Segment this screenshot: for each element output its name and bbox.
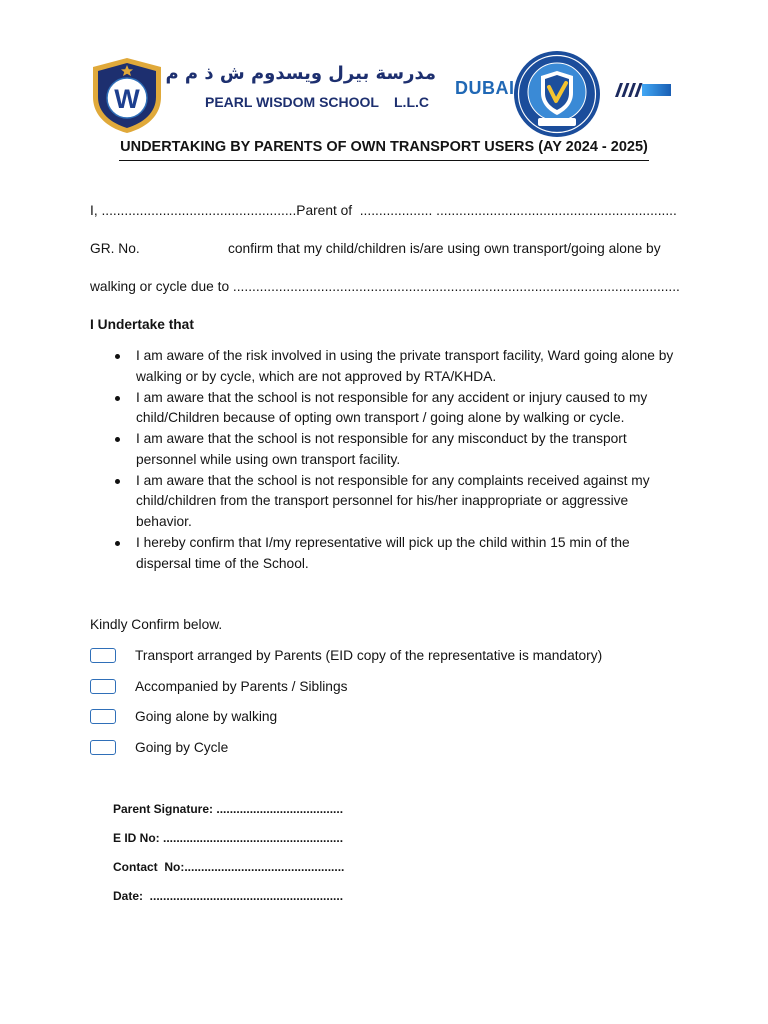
undertaking-text-line: personnel while using own transport facility. xyxy=(136,451,401,467)
undertaking-item xyxy=(0,388,768,430)
shield-logo-letter: W xyxy=(114,84,140,114)
field-label: Contact No: xyxy=(113,859,185,874)
school-name-english xyxy=(205,93,429,111)
option-label: Going alone by walking xyxy=(135,709,278,725)
declaration-line-reason: walking or cycle due to ..................................................................................................................... xyxy=(90,279,680,294)
gr-number-label: GR. No. xyxy=(90,241,140,256)
undertaking-item xyxy=(0,471,768,533)
bullet-icon xyxy=(115,479,120,484)
bullet-icon xyxy=(115,437,120,442)
accompanied-by-parents-checkbox[interactable] xyxy=(90,679,116,694)
title-wrap xyxy=(0,138,768,161)
option-transport-by-parents xyxy=(0,641,768,672)
option-accompanied-by-parents xyxy=(0,671,768,702)
confirm-prompt: Kindly Confirm below. xyxy=(90,617,223,632)
undertaking-text-line: I hereby confirm that I/my representative will pick up the child within 15 min of the xyxy=(136,534,630,550)
crest-ribbon xyxy=(538,118,576,126)
stripe-slash xyxy=(628,83,636,97)
undertaking-text-line: dispersal time of the School. xyxy=(136,555,309,571)
signature-fields xyxy=(113,795,344,911)
transport-options xyxy=(0,641,768,764)
declaration-line-parent: I, ...................................................Parent of ................... ............................................................... xyxy=(90,203,677,218)
option-label: Accompanied by Parents / Siblings xyxy=(135,678,348,694)
field-blank: ...................................................... xyxy=(159,830,344,845)
field-blank: ...................................... xyxy=(213,801,344,816)
bullet-icon xyxy=(115,354,120,359)
school-name: PEARL WISDOM SCHOOL xyxy=(205,94,379,110)
bullet-icon xyxy=(115,541,120,546)
going-by-cycle-checkbox[interactable] xyxy=(90,740,116,755)
field-parent-signature xyxy=(113,795,344,824)
undertaking-text-line: child/children from the transport personnel for his/her inappropriate or aggressive xyxy=(136,493,629,509)
undertaking-text-line: walking or by cycle, which are not approved by RTA/KHDA. xyxy=(136,368,497,384)
stripe-bar xyxy=(642,84,671,96)
school-shield-logo xyxy=(90,56,164,134)
field-label: Date: xyxy=(113,888,144,903)
document-title: UNDERTAKING BY PARENTS OF OWN TRANSPORT USERS (AY 2024 - 2025) xyxy=(119,138,649,161)
going-alone-walking-checkbox[interactable] xyxy=(90,709,116,724)
option-label: Going by Cycle xyxy=(135,739,229,755)
field-label: Parent Signature: xyxy=(113,801,214,816)
school-legal-suffix: L.L.C xyxy=(394,94,429,110)
undertake-heading: I Undertake that xyxy=(90,317,194,332)
undertaking-text-line: child/Children because of opting own transport / going alone by walking or cycle. xyxy=(136,410,625,426)
dubai-logo: DUBAI xyxy=(455,78,515,98)
undertaking-item xyxy=(0,429,768,471)
stripe-slash xyxy=(635,83,643,97)
field-contact-number xyxy=(113,853,344,882)
field-blank: ................................................ xyxy=(184,859,345,874)
stripe-slash xyxy=(615,83,623,97)
undertaking-text-line: I am aware that the school is not responsible for any misconduct by the transport xyxy=(136,431,627,446)
undertaking-text-line: behavior. xyxy=(136,514,192,529)
transport-by-parents-checkbox[interactable] xyxy=(90,648,116,663)
field-date xyxy=(113,882,344,911)
stripe-mark xyxy=(613,82,671,98)
declaration-line-confirm: confirm that my child/children is/are using own transport/going alone by xyxy=(228,241,661,256)
undertaking-item xyxy=(0,346,768,388)
school-crest-logo xyxy=(513,50,601,138)
school-name-arabic: مدرسة بيرل ويسدوم ش ذ م م xyxy=(165,63,436,84)
field-eid-number xyxy=(113,824,344,853)
undertaking-text-line: I am aware that the school is not responsible for any accident or injury caused to my xyxy=(136,389,648,405)
undertaking-text-line: I am aware of the risk involved in using the private transport facility, Ward going alone by xyxy=(136,348,674,363)
stripe-slash xyxy=(622,83,630,97)
bullet-icon xyxy=(115,396,120,401)
undertaking-item xyxy=(0,533,768,575)
option-going-by-cycle xyxy=(0,733,768,764)
option-going-alone-walking xyxy=(0,702,768,733)
undertaking-text-line: I am aware that the school is not responsible for any complaints received against my xyxy=(136,472,650,488)
option-label: Transport arranged by Parents (EID copy of the representative is mandatory) xyxy=(135,648,603,664)
field-blank: .......................................................... xyxy=(143,888,344,903)
field-label: E ID No: xyxy=(113,830,160,845)
undertakings-list xyxy=(0,346,768,574)
